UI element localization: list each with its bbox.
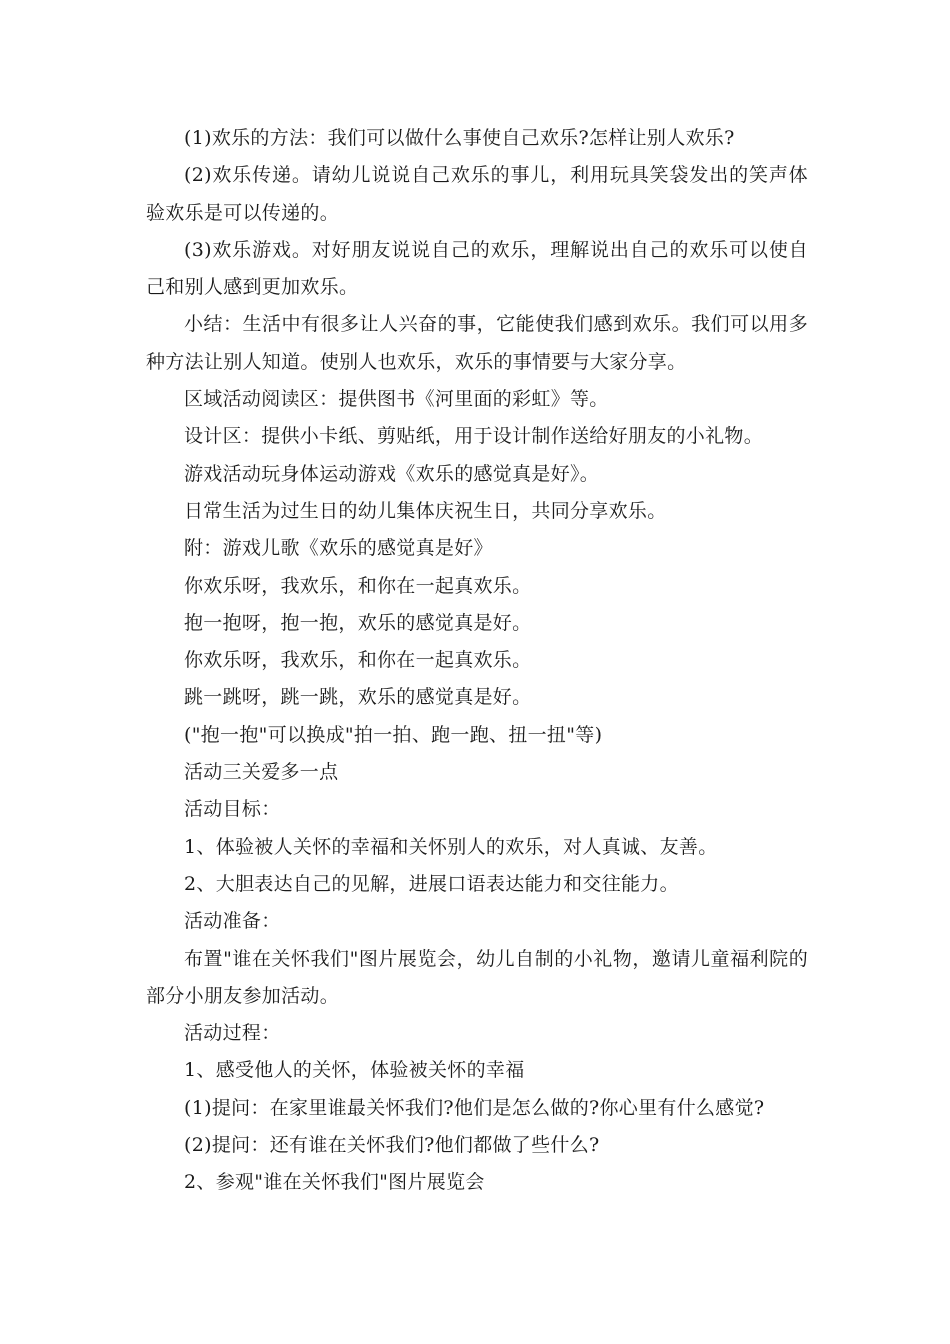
poem-line: 你欢乐呀，我欢乐，和你在一起真欢乐。 xyxy=(184,574,532,597)
paragraph: (3)欢乐游戏。对好朋友说说自己的欢乐，理解说出自己的欢乐可以使自己和别人感到更加欢乐。 xyxy=(146,238,808,299)
document-body xyxy=(146,120,808,1202)
paragraph: (1)欢乐的方法：我们可以做什么事使自己欢乐?怎样让别人欢乐? xyxy=(184,127,735,149)
paragraph: 布置"谁在关怀我们"图片展览会，幼儿自制的小礼物，邀请儿童福利院的部分小朋友参加活动。 xyxy=(146,947,808,1007)
list-item: (1)提问：在家里谁最关怀我们?他们是怎么做的?你心里有什么感觉? xyxy=(184,1096,765,1119)
paragraph: ("抱一抱"可以换成"拍一拍、跑一跑、扭一扭"等) xyxy=(184,723,603,746)
list-item: 2、参观"谁在关怀我们"图片展览会 xyxy=(184,1171,485,1194)
list-item: 1、感受他人的关怀，体验被关怀的幸福 xyxy=(184,1059,525,1082)
list-item: 2、大胆表达自己的见解，进展口语表达能力和交往能力。 xyxy=(184,872,679,895)
paragraph: 游戏活动玩身体运动游戏《欢乐的感觉真是好》。 xyxy=(184,462,600,485)
list-item: 1、体验被人关怀的幸福和关怀别人的欢乐，对人真诚、友善。 xyxy=(184,835,718,858)
poem-line: 抱一抱呀，抱一抱，欢乐的感觉真是好。 xyxy=(184,611,532,634)
section-heading: 活动过程： xyxy=(184,1022,281,1045)
section-heading: 活动准备： xyxy=(184,910,281,933)
paragraph: 附：游戏儿歌《欢乐的感觉真是好》 xyxy=(184,537,493,560)
paragraph: 设计区：提供小卡纸、剪贴纸，用于设计制作送给好朋友的小礼物。 xyxy=(184,425,764,448)
poem-line: 你欢乐呀，我欢乐，和你在一起真欢乐。 xyxy=(184,649,532,672)
paragraph: 日常生活为过生日的幼儿集体庆祝生日，共同分享欢乐。 xyxy=(184,499,667,522)
paragraph: (2)欢乐传递。请幼儿说说自己欢乐的事儿，利用玩具笑袋发出的笑声体验欢乐是可以传递的。 xyxy=(146,164,808,224)
paragraph: 小结：生活中有很多让人兴奋的事，它能使我们感到欢乐。我们可以用多种方法让别人知道。使别人也欢乐，欢乐的事情要与大家分享。 xyxy=(146,313,808,373)
paragraph: 区域活动阅读区：提供图书《河里面的彩虹》等。 xyxy=(184,388,609,411)
list-item: (2)提问：还有谁在关怀我们?他们都做了些什么? xyxy=(184,1134,600,1157)
section-heading: 活动三关爱多一点 xyxy=(184,761,339,784)
poem-line: 跳一跳呀，跳一跳，欢乐的感觉真是好。 xyxy=(184,686,532,709)
section-heading: 活动目标： xyxy=(184,798,281,821)
